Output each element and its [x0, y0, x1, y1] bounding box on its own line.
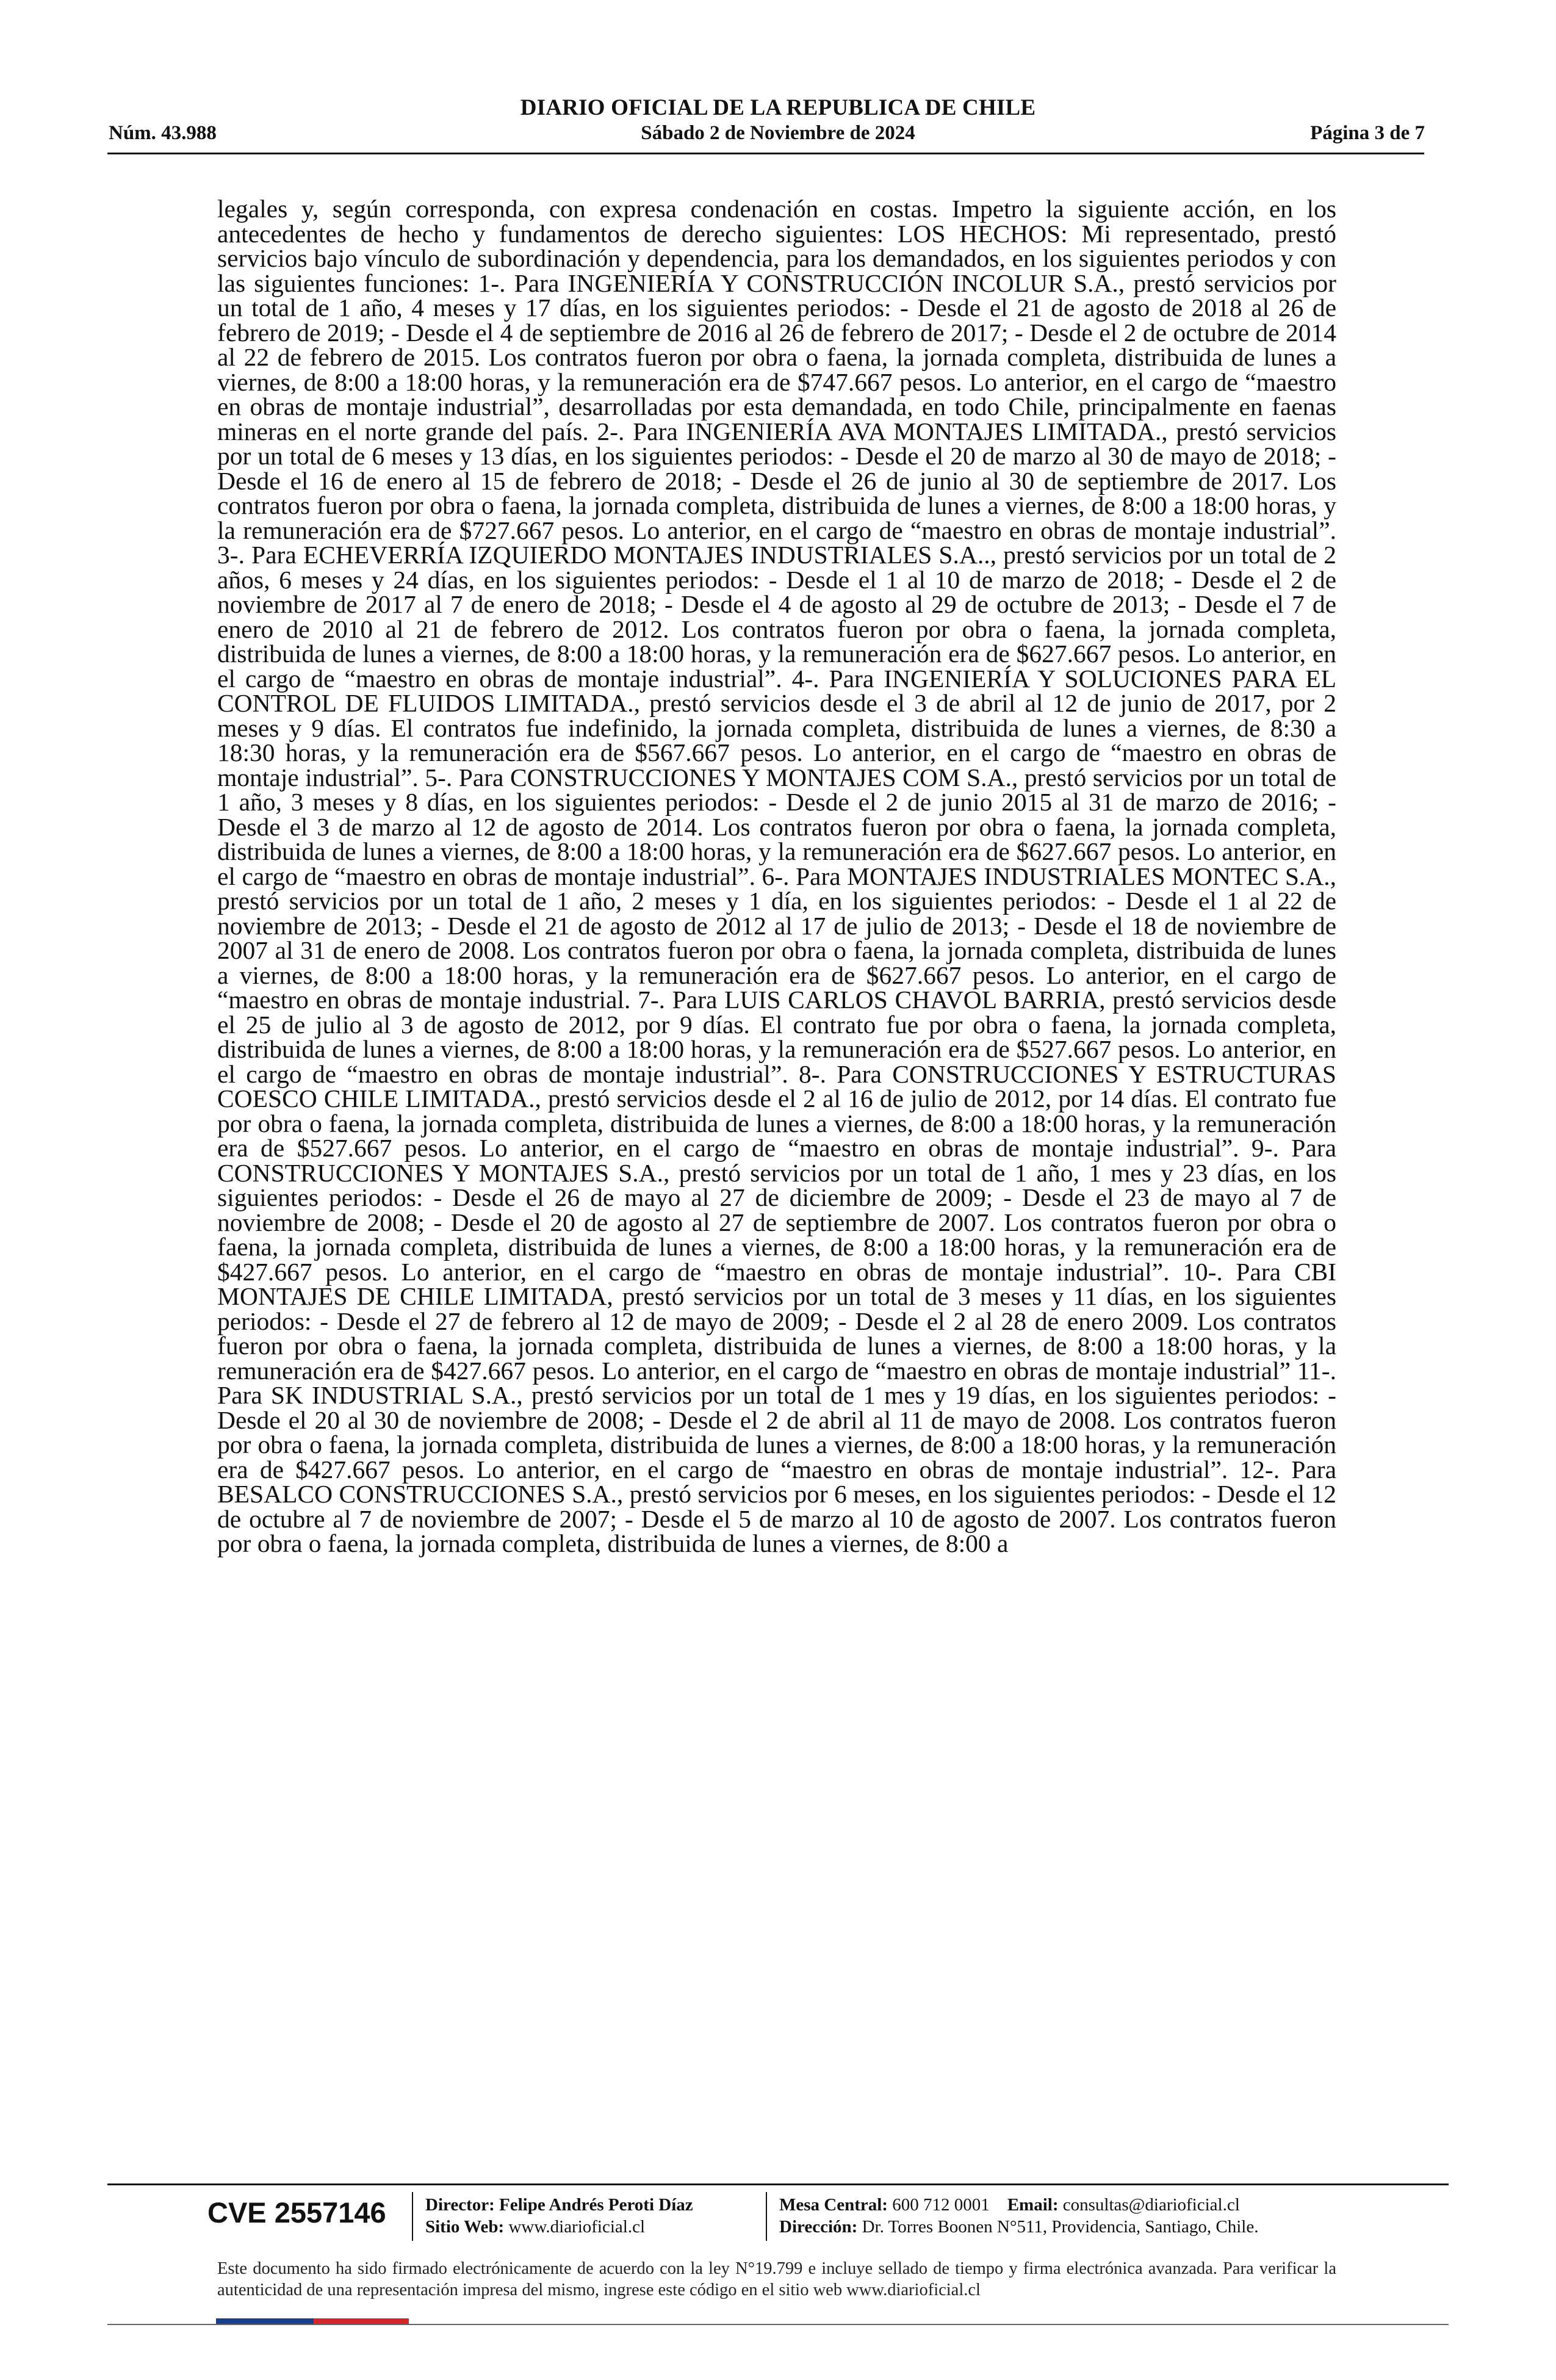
footer-separator	[412, 2192, 413, 2241]
address-label: Dirección:	[779, 2217, 858, 2237]
phone-label: Mesa Central:	[779, 2195, 888, 2215]
footer-bottom-divider	[107, 2324, 1449, 2325]
address-value: Dr. Torres Boonen N°511, Providencia, Santiago, Chile.	[862, 2217, 1259, 2237]
footer-divider	[107, 2183, 1449, 2185]
phone-value: 600 712 0001	[892, 2195, 990, 2215]
footer-director-block	[425, 2194, 693, 2238]
page-number: Página 3 de 7	[1310, 122, 1425, 144]
director-name: Felipe Andrés Peroti Díaz	[499, 2195, 693, 2215]
email-label: Email:	[1007, 2195, 1059, 2215]
website-label: Sitio Web:	[425, 2217, 505, 2237]
header-divider	[107, 153, 1424, 154]
footer-separator	[766, 2192, 767, 2241]
body-paragraph: legales y, según corresponda, con expresa condenación en costas. Impetro la siguiente acción, en los antecedentes de hecho y fundamentos de derecho siguientes: LOS HECHOS: Mi representado, prestó servicios bajo vínculo de subordinación y dependencia, para los demandados, en los siguientes periodos y con las siguientes funciones: 1-. Para INGENIERÍA Y CONSTRUCCIÓN INCOLUR S.A., prestó servicios por un total de 1 año, 4 meses y 17 días, en los siguientes periodos: - Desde el 21 de agosto de 2018 al 26 de febrero de 2019; - Desde el 4 de septiembre de 2016 al 26 de febrero de 2017; - Desde el 2 de octubre de 2014 al 22 de febrero de 2015. Los contratos fueron por obra o faena, la jornada completa, distribuida de lunes a viernes, de 8:00 a 18:00 horas, y la remuneración era de $747.667 pesos. Lo anterior, en el cargo de “maestro en obras de montaje industrial”, desarrolladas por esta demandada, en todo Chile, principalmente en faenas mineras en el norte grande del país. 2-. Para INGENIERÍA AVA MONTAJES LIMITADA., prestó servicios por un total de 6 meses y 13 días, en los siguientes periodos: - Desde el 20 de marzo al 30 de mayo de 2018; - Desde el 16 de enero al 15 de febrero de 2018; - Desde el 26 de junio al 30 de septiembre de 2017. Los contratos fueron por obra o faena, la jornada completa, distribuida de lunes a viernes, de 8:00 a 18:00 horas, y la remuneración era de $727.667 pesos. Lo anterior, en el cargo de “maestro en obras de montaje industrial”. 3-. Para ECHEVERRÍA IZQUIERDO MONTAJES INDUSTRIALES S.A.., prestó servicios por un total de 2 años, 6 meses y 24 días, en los siguientes periodos: - Desde el 1 al 10 de marzo de 2018; - Desde el 2 de noviembre de 2017 al 7 de enero de 2018; - Desde el 4 de agosto al 29 de octubre de 2013; - Desde el 7 de enero de 2010 al 21 de febrero de 2012. Los contratos fueron por obra o faena, la jornada completa, distribuida de lunes a viernes, de 8:00 a 18:00 horas, y la remuneración era de $627.667 pesos. Lo anterior, en el cargo de “maestro en obras de montaje industrial”. 4-. Para INGENIERÍA Y SOLUCIONES PARA EL CONTROL DE FLUIDOS LIMITADA., prestó servicios desde el 3 de abril al 12 de junio de 2017, por 2 meses y 9 días. El contratos fue indefinido, la jornada completa, distribuida de lunes a viernes, de 8:30 a 18:30 horas, y la remuneración era de $567.667 pesos. Lo anterior, en el cargo de “maestro en obras de montaje industrial”. 5-. Para CONSTRUCCIONES Y MONTAJES COM S.A., prestó servicios por un total de 1 año, 3 meses y 8 días, en los siguientes periodos: - Desde el 2 de junio 2015 al 31 de marzo de 2016; - Desde el 3 de marzo al 12 de agosto de 2014. Los contratos fueron por obra o faena, la jornada completa, distribuida de lunes a viernes, de 8:00 a 18:00 horas, y la remuneración era de $627.667 pesos. Lo anterior, en el cargo de “maestro en obras de montaje industrial”. 6-. Para MONTAJES INDUSTRIALES MONTEC S.A., prestó servicios por un total de 1 año, 2 meses y 1 día, en los siguientes periodos: - Desde el 1 al 22 de noviembre de 2013; - Desde el 21 de agosto de 2012 al 17 de julio de 2013; - Desde el 18 de noviembre de 2007 al 31 de enero de 2008. Los contratos fueron por obra o faena, la jornada completa, distribuida de lunes a viernes, de 8:00 a 18:00 horas, y la remuneración era de $627.667 pesos. Lo anterior, en el cargo de “maestro en obras de montaje industrial. 7-. Para LUIS CARLOS CHAVOL BARRIA, prestó servicios desde el 25 de julio al 3 de agosto de 2012, por 9 días. El contrato fue por obra o faena, la jornada completa, distribuida de lunes a viernes, de 8:00 a 18:00 horas, y la remuneración era de $527.667 pesos. Lo anterior, en el cargo de “maestro en obras de montaje industrial”. 8-. Para CONSTRUCCIONES Y ESTRUCTURAS COESCO CHILE LIMITADA., prestó servicios desde el 2 al 16 de julio de 2012, por 14 días. El contrato fue por obra o faena, la jornada completa, distribuida de lunes a viernes, de 8:00 a 18:00 horas, y la remuneración era de $527.667 pesos. Lo anterior, en el cargo de “maestro en obras de montaje industrial”. 9-. Para CONSTRUCCIONES Y MONTAJES S.A., prestó servicios por un total de 1 año, 1 mes y 23 días, en los siguientes periodos: - Desde el 26 de mayo al 27 de diciembre de 2009; - Desde el 23 de mayo al 7 de noviembre de 2008; - Desde el 20 de agosto al 27 de septiembre de 2007. Los contratos fueron por obra o faena, la jornada completa, distribuida de lunes a viernes, de 8:00 a 18:00 horas, y la remuneración era de $427.667 pesos. Lo anterior, en el cargo de “maestro en obras de montaje industrial”. 10-. Para CBI MONTAJES DE CHILE LIMITADA, prestó servicios por un total de 3 meses y 11 días, en los siguientes periodos: - Desde el 27 de febrero al 12 de mayo de 2009; - Desde el 2 al 28 de enero 2009. Los contratos fueron por obra o faena, la jornada completa, distribuida de lunes a viernes, de 8:00 a 18:00 horas, y la remuneración era de $427.667 pesos. Lo anterior, en el cargo de “maestro en obras de montaje industrial” 11-. Para SK INDUSTRIAL S.A., prestó servicios por un total de 1 mes y 19 días, en los siguientes periodos: - Desde el 20 al 30 de noviembre de 2008; - Desde el 2 de abril al 11 de mayo de 2008. Los contratos fueron por obra o faena, la jornada completa, distribuida de lunes a viernes, de 8:00 a 18:00 horas, y la remuneración era de $427.667 pesos. Lo anterior, en el cargo de “maestro en obras de montaje industrial”. 12-. Para BESALCO CONSTRUCCIONES S.A., prestó servicios por 6 meses, en los siguientes periodos: - Desde el 12 de octubre al 7 de noviembre de 2007; - Desde el 5 de marzo al 10 de agosto de 2007. Los contratos fueron por obra o faena, la jornada completa, distribuida de lunes a viernes, de 8:00 a	[217, 195, 1336, 1557]
email-link[interactable]: consultas@diarioficial.cl	[1062, 2195, 1240, 2215]
issue-date: Sábado 2 de Noviembre de 2024	[641, 122, 915, 144]
issue-number: Núm. 43.988	[109, 122, 217, 144]
cve-code: CVE 2557146	[207, 2196, 386, 2229]
director-label: Director:	[425, 2195, 495, 2215]
footer-contact-block	[779, 2194, 1258, 2238]
website-link[interactable]: www.diarioficial.cl	[508, 2217, 646, 2237]
electronic-signature-notice: Este documento ha sido firmado electrónicamente de acuerdo con la ley N°19.799 e incluye sellado de tiempo y firma electrónica avanzada. Para verificar la autenticidad de una representación impresa del mismo, ingrese este código en el sitio web www.diarioficial.cl	[217, 2259, 1336, 2299]
newspaper-title: DIARIO OFICIAL DE LA REPUBLICA DE CHILE	[520, 95, 1036, 120]
